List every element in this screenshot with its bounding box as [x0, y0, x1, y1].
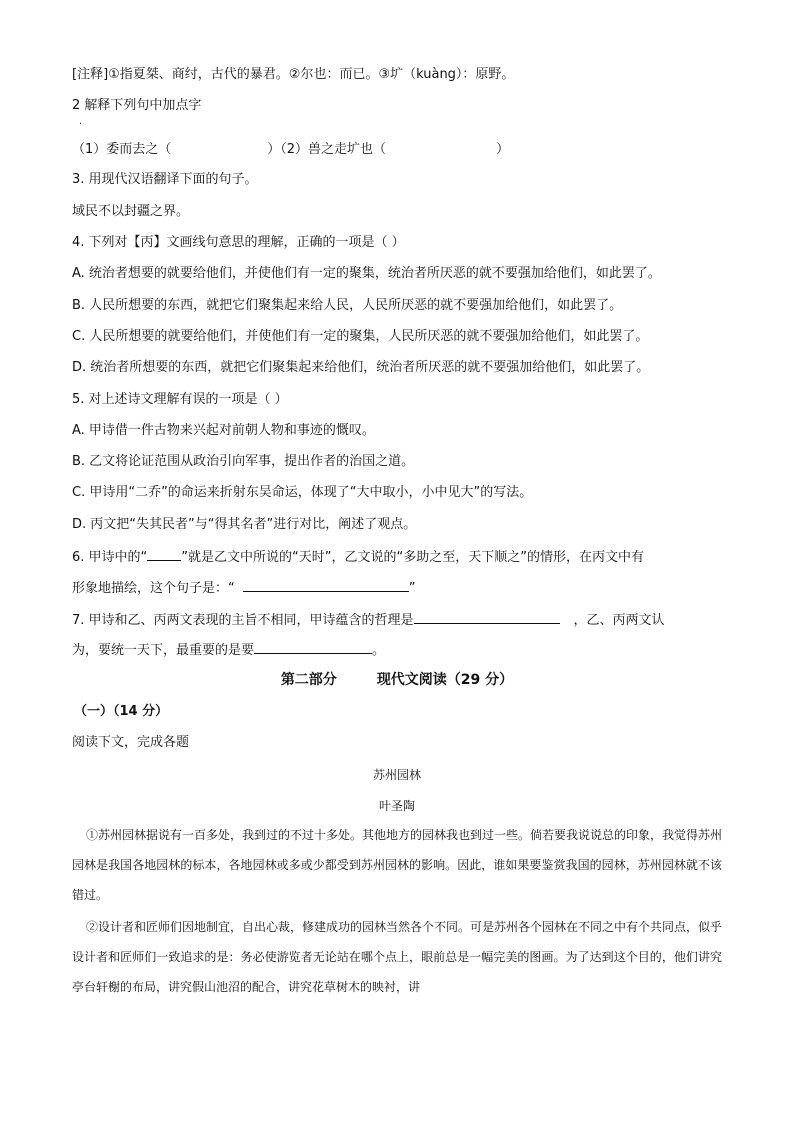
q5-option-c: C. 甲诗用“二乔”的命运来折射东吴命运，体现了“大中取小，小中见大”的写法。	[72, 485, 533, 500]
q7-blank-2[interactable]	[254, 640, 372, 654]
q5-option-a: A. 甲诗借一件古物来兴起对前朝人物和事迹的慨叹。	[72, 423, 375, 438]
article-author: 叶圣陶	[378, 799, 415, 813]
question-4: 4. 下列对【丙】文画线句意思的理解，正确的一项是（ ）	[72, 235, 405, 250]
q6-blank-2[interactable]	[243, 578, 409, 592]
q6-text: ”就是乙文中所说的“天时”，乙文说的“多助之至，天下顺之”的情形，在丙文中有	[181, 550, 644, 565]
question-2-items	[72, 140, 509, 159]
q7-suffix: ，乙、丙两文认	[573, 613, 665, 628]
article-paragraph-1: ①苏州园林据说有一百多处，我到过的不过十多处。其他地方的园林我也到过一些。倘若要我说说总的印象，我觉得苏州园林是我国各地园林的标本，各地园林或多或少都受到苏州园林的影响。因此，谁如果要鉴赏我国的园林，苏州园林就不该错过。	[72, 828, 723, 902]
q2-item1-blank[interactable]	[171, 140, 267, 153]
q4-option-b: B. 人民所想要的东西，就把它们聚集起来给人民，人民所厌恶的就不要强加给他们，如此罢了。	[72, 298, 623, 313]
subsection-heading: （一）（14 分）	[74, 704, 169, 719]
article-paragraph-2: ②设计者和匠师们因地制宜，自出心裁，修建成功的园林当然各个不同。可是苏州各个园林在不同之中有个共同点，似乎设计者和匠师们一致追求的是：务必使游览者无论站在哪个点上，眼前总是一幅完美的图画。为了达到这个目的，他们讲究亭台轩榭的布局，讲究假山池沼的配合，讲究花草树木的映衬，讲	[72, 920, 723, 994]
question-6-line2	[72, 578, 416, 598]
note-line: [注释]①指夏桀、商纣，古代的暴君。②尔也：而已。③圹（kuàng）：原野。	[72, 67, 515, 82]
q5-option-b: B. 乙文将论证范围从政治引向军事，提出作者的治国之道。	[72, 454, 415, 469]
q4-option-c: C. 人民所想要的就要给他们，并使他们有一定的聚集，人民所厌恶的就不要强加给他们，如此罢了。	[72, 329, 649, 344]
question-3-sentence: 域民不以封疆之界。	[72, 204, 190, 219]
q2-item1-label: （1）委而去之（	[72, 142, 172, 157]
question-7-line2	[72, 640, 385, 660]
q7-line2-prefix: 为，要统一天下，最重要的是要	[72, 643, 255, 658]
section-heading	[0, 671, 794, 689]
q6-line2-suffix: ”	[408, 581, 416, 596]
q6-prefix: 6. 甲诗中的“	[72, 550, 148, 565]
q7-prefix: 7. 甲诗和乙、丙两文表现的主旨不相同，甲诗蕴含的哲理是	[72, 613, 414, 628]
q2-item2-blank[interactable]	[386, 140, 496, 153]
question-2: 2 解释下列句中加点字	[72, 98, 202, 113]
section-part-label: 第二部分	[280, 672, 337, 688]
q6-line2-prefix: 形象地描绘，这个句子是：“	[72, 581, 235, 596]
question-3: 3. 用现代汉语翻译下面的句子。	[72, 172, 258, 187]
section-title: 现代文阅读（29 分）	[376, 672, 514, 688]
q5-option-d: D. 丙文把“失其民者”与“得其名者”进行对比，阐述了观点。	[72, 517, 417, 532]
question-7	[72, 610, 665, 630]
q4-option-d: D. 统治者所想要的东西，就把它们聚集起来给他们，统治者所厌恶的就不要强加给他们，如此罢了。	[72, 360, 650, 375]
reading-instruction: 阅读下文，完成各题	[72, 735, 190, 750]
q7-blank-1[interactable]	[414, 610, 560, 624]
q7-line2-suffix: 。	[372, 643, 386, 658]
question-6	[72, 547, 644, 567]
q6-blank-1[interactable]	[147, 547, 181, 561]
q4-option-a: A. 统治者想要的就要给他们，并使他们有一定的聚集，统治者所厌恶的就不要强加给他们，如此罢了。	[72, 266, 661, 281]
question-5: 5. 对上述诗文理解有误的一项是（ ）	[72, 392, 288, 407]
article-title: 苏州园林	[372, 768, 421, 782]
q2-item2-label: ）（2）兽之走圹也（	[267, 142, 387, 157]
emphasis-dot: ·	[79, 119, 83, 130]
q2-item2-close: ）	[496, 142, 510, 157]
